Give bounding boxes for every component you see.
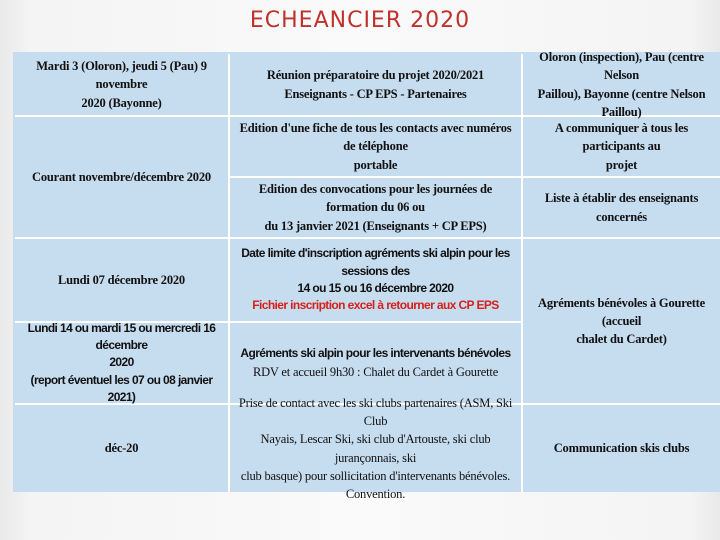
row1-date-cell <box>15 54 230 117</box>
row3-action-line1: Date limite d'inscription agréments ski alpin pour les sessions des <box>241 246 510 278</box>
row2-date: Courant novembre/décembre 2020 <box>32 169 211 184</box>
row5-action-cell <box>230 396 523 501</box>
row5-action-line4: Convention. <box>345 486 406 501</box>
row34-detail-line2: chalet du Cardet) <box>576 332 667 347</box>
row3-action-line2: 14 ou 15 ou 16 décembre 2020 <box>297 281 454 295</box>
row1-detail-line2: Paillou), Bayonne (centre Nelson Paillou) <box>537 86 706 119</box>
row1-detail-line1: Oloron (inspection), Pau (centre Nelson <box>539 50 704 83</box>
row3-action-cell <box>230 239 523 323</box>
row3-action-red-note: Fichier inscription excel à retourner aux CP EPS <box>252 298 499 313</box>
row1-action-cell <box>230 54 523 117</box>
row2a-action-line2: portable <box>353 157 398 172</box>
row2a-detail-line1: A communiquer à tous les participants au <box>554 121 689 154</box>
row4-date-cell <box>15 320 230 405</box>
row5-action-line1: Prise de contact avec les ski clubs partenaires (ASM, Ski Club <box>238 396 513 429</box>
row2a-detail-line2: projet <box>605 157 638 172</box>
page-title: ECHEANCIER 2020 <box>249 8 471 33</box>
row1-detail-cell <box>523 50 720 119</box>
row2a-action-line1: Edition d'une fiche de tous les contacts avec numéros de téléphone <box>239 121 512 154</box>
row4-date-line1: Lundi 14 ou mardi 15 ou mercredi 16 décembre <box>27 320 216 352</box>
row1-action-line2: Enseignants - CP EPS - Partenaires <box>284 86 467 101</box>
row34-detail-cell <box>523 239 720 405</box>
row1-action-line1: Réunion préparatoire du projet 2020/2021 <box>266 68 485 83</box>
row4-date-line3: (report éventuel les 07 ou 08 janvier 2021) <box>30 372 213 405</box>
row3-date-cell <box>15 239 230 323</box>
row4-date-line2: 2020 <box>109 355 134 370</box>
row5-detail: Communication skis clubs <box>553 441 690 456</box>
row2b-detail: Liste à établir des enseignants concernés <box>544 191 699 224</box>
row2b-action-cell <box>230 178 523 239</box>
row34-detail-line1: Agréments bénévoles à Gourette (accueil <box>538 295 705 328</box>
row2b-action-line2: du 13 janvier 2021 (Enseignants + CP EPS) <box>264 218 487 233</box>
row3-date: Lundi 07 décembre 2020 <box>58 272 185 287</box>
row2a-action-cell <box>230 117 523 178</box>
row5-date: déc-20 <box>104 441 139 456</box>
row5-date-cell <box>15 405 230 492</box>
row2a-detail-cell <box>523 117 720 178</box>
row4-action: Agréments ski alpin pour les intervenants bénévoles <box>240 346 511 361</box>
row2-date-cell <box>15 117 230 239</box>
row5-detail-cell <box>523 405 720 492</box>
row1-date-line1: Mardi 3 (Oloron), jeudi 5 (Pau) 9 novembre <box>36 59 207 92</box>
row5-action-line2: Nayais, Lescar Ski, ski club d'Artouste, ski club jurançonnais, ski <box>260 432 491 465</box>
row2b-detail-cell <box>523 178 720 239</box>
row5-action-line3: club basque) pour sollicitation d'intervenants bénévoles. <box>240 468 511 483</box>
row4-action-sub: RDV et accueil 9h30 : Chalet du Cardet à Gourette <box>252 364 499 379</box>
row4-action-cell <box>230 323 523 405</box>
schedule-table <box>13 50 720 501</box>
row2b-action-line1: Edition des convocations pour les journées de formation du 06 ou <box>258 182 493 215</box>
row1-date-line2: 2020 (Bayonne) <box>81 95 162 110</box>
